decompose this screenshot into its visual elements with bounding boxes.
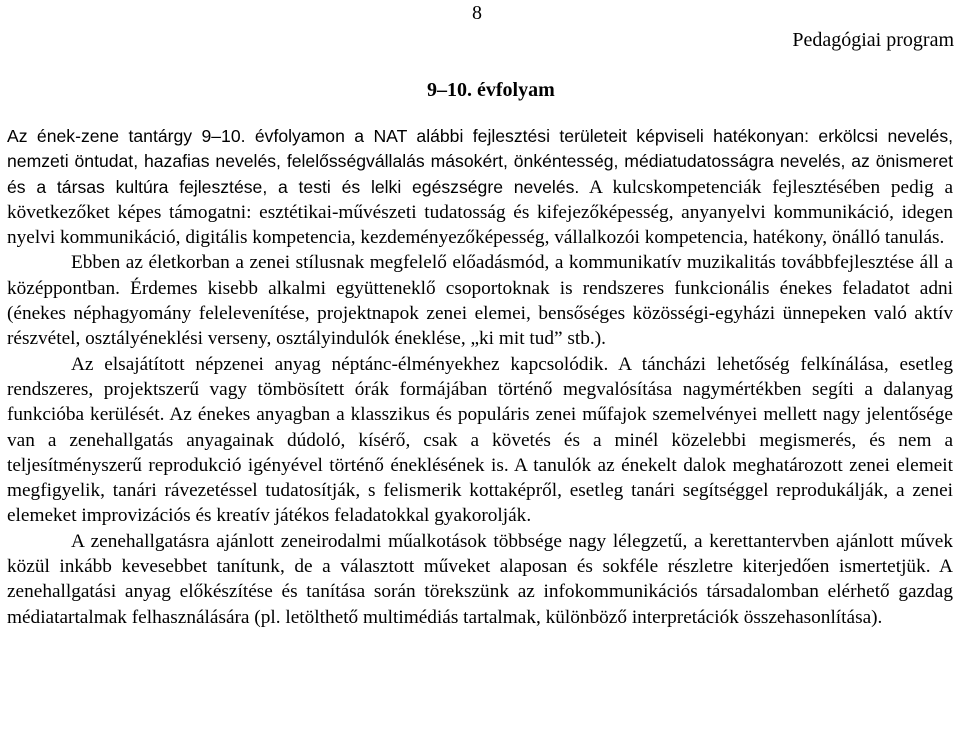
paragraph-music-listening: [7, 529, 953, 630]
performance-text: Ebben az életkorban a zenei stílusnak megfelelő előadásmód, a kommunikatív muzikalitás továbbfejlesztése áll a középpontban. Érdemes kisebb alkalmi együtteneklő csoportoknak is rendszeres funkcionális énekes feladatot adni (énekes néphagyomány felelevenítése, projektnapok zenei elemei, bensőséges közösségi-egyházi ünnepeken való aktív részvétel, osztályéneklési verseny, osztályindulók éneklése, „ki mit tud” stb.).: [7, 252, 953, 350]
paragraph-performance: [7, 250, 953, 351]
folk-music-text: Az elsajátított népzenei anyag néptánc-élményekhez kapcsolódik. A táncházi lehetőség felkínálása, esetleg rendszeres, projektszerű vagy tömbösített órák formájában történő megvalósítása nagymértékben segíti a dalanyag funkcióba kerülését. Az énekes anyagban a klasszikus és populáris zenei műfajok szemelvényei mellett nagy jelentősége van a zenehallgatás anyagainak dúdoló, kísérő, csak a követés és a minél közelebbi megismerés, és nem a teljesítményszerű reprodukció igényével történő éneklésének is. A tanulók az énekelt dalok meghatározott zenei elemeit megfigyelik, tanári rávezetéssel tudatosítják, s felismerik kottaképről, esetleg tanári segítséggel reprodukálják, a zenei elemeket improvizációs és kreatív játékos feladatokkal gyakorolják.: [7, 353, 953, 527]
document-header-title: Pedagógiai program: [792, 29, 954, 51]
music-listening-text: A zenehallgatásra ajánlott zeneirodalmi műalkotások többsége nagy lélegzetű, a kerettantervben ajánlott művek közül inkább kevesebbet tanítunk, de a választott műveket alaposan és sokféle részletre kiterjedően ismertetjük. A zenehallgatási anyag előkészítése és tanítása során törekszünk az infokommunikációs társadalomban elérhető gazdag médiatartalmak felhasználására (pl. letölthető multimédiás tartalmak, különböző interpretációk összehasonlítása).: [7, 530, 953, 628]
section-title: 9–10. évfolyam: [427, 79, 555, 101]
body-text: [7, 124, 953, 630]
page-number: 8: [472, 2, 482, 24]
paragraph-intro: [7, 124, 953, 250]
key-competencies-sentence: A kulcskompetenciák fejlesztésében pedig a következőket képes támogatni: esztétikai-művészeti tudatosság és kifejezőképesség, anyanyelvi kommunikáció, idegen nyelvi kommunikáció, digitális kompetencia, kezdeményezőképesség, vállalkozói kompetencia, hatékony, önálló tanulás.: [7, 176, 954, 249]
intro-sentence: Az ének-zene tantárgy 9–10. évfolyamon a NAT alábbi fejlesztési területeit képviseli hatékonyan: erkölcsi nevelés, nemzeti öntudat, hazafias nevelés, felelősségvállalás másokért, önkéntesség, médiatudatosságra nevelés, az önismeret és a társas kultúra fejlesztése, a testi és lelki egészségre nevelés.: [7, 126, 953, 197]
paragraph-folk-music: [7, 352, 953, 529]
